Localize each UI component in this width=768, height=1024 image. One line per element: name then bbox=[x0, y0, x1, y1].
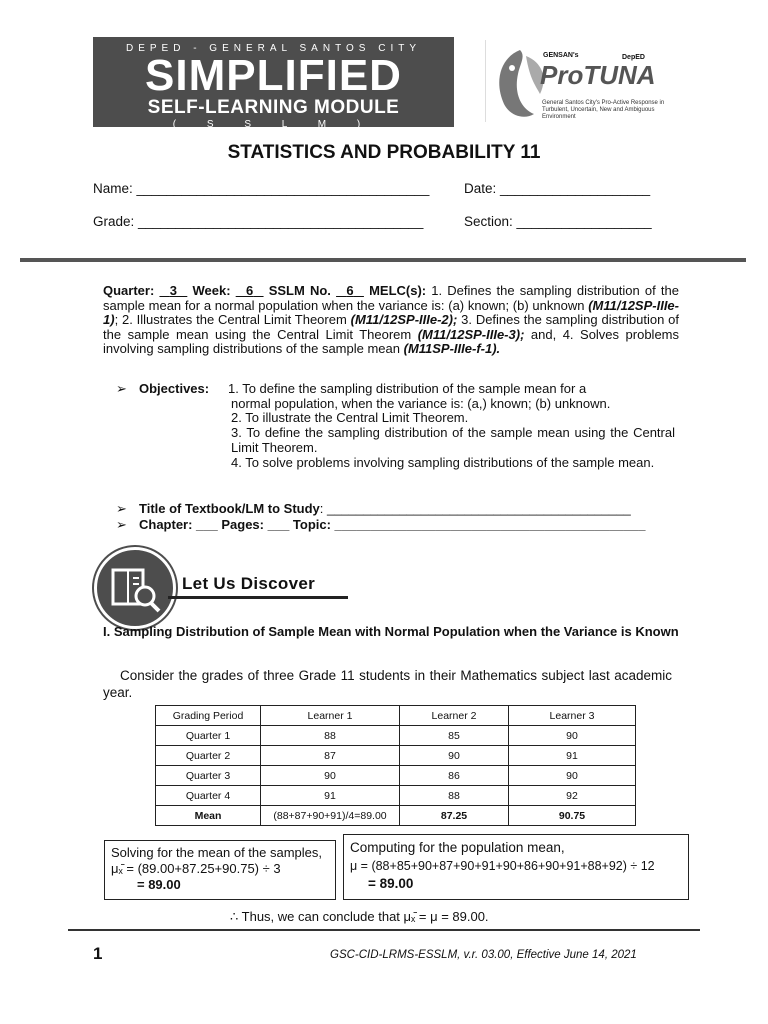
melc-code-1: (M11/12SP-IIIe-1) bbox=[103, 297, 679, 327]
logo-gensan-text: GENSAN's bbox=[543, 52, 579, 59]
table-cell: Quarter 3 bbox=[156, 766, 261, 786]
population-mean-caption: Computing for the population mean, bbox=[350, 840, 565, 855]
sample-mean-result: = 89.00 bbox=[137, 877, 181, 892]
melc-code-2: (M11/12SP-IIIe-2); bbox=[350, 312, 458, 327]
melc-text-3: 3. Defines the sampling distribution of the sample mean using the Central Limit Theorem bbox=[103, 312, 680, 342]
melc-text-4: and, 4. Solves problems involving sampling distributions of the sample mean bbox=[103, 326, 679, 356]
discover-title: Let Us Discover bbox=[182, 574, 315, 593]
table-row bbox=[156, 766, 636, 786]
sample-mean-formula: μₓ̄ = (89.00+87.25+90.75) ÷ 3 bbox=[111, 861, 281, 876]
table-row bbox=[156, 786, 636, 806]
table-cell: 88 bbox=[400, 786, 509, 806]
table-cell: 92 bbox=[509, 786, 636, 806]
table-header-row bbox=[156, 706, 636, 726]
melc-text-1: 1. Defines the sampling distribution of the sample mean for a normal population when the variance is: (a) known; (b) unknown bbox=[103, 283, 679, 313]
footer-code: GSC-CID-LRMS-ESSLM, v.r. 03.00, Effective June 14, 2021 bbox=[330, 949, 637, 961]
melc-code-4: (M11SP-IIIe-f-1). bbox=[403, 341, 501, 356]
quarter-label: Quarter: bbox=[103, 283, 155, 298]
textbook-line[interactable] bbox=[139, 501, 631, 516]
quarter-value: 3 bbox=[169, 283, 177, 298]
banner-abbrev: ( S S L M ) bbox=[172, 119, 375, 130]
melc-code-3: (M11/12SP-IIIe-3); bbox=[417, 326, 525, 342]
table-cell: 88 bbox=[261, 726, 400, 746]
table-cell: Mean bbox=[156, 806, 261, 826]
table-cell: Quarter 2 bbox=[156, 746, 261, 766]
banner-subtitle: SELF-LEARNING MODULE bbox=[147, 97, 400, 118]
sslm-label: SSLM No. bbox=[268, 283, 331, 298]
population-mean-box bbox=[343, 834, 689, 900]
date-field[interactable]: Date: ____________________ bbox=[464, 181, 651, 196]
objectives-label: Objectives: bbox=[139, 381, 210, 396]
table-cell: 86 bbox=[400, 766, 509, 786]
logo-deped-text: DepED bbox=[622, 54, 645, 61]
sslm-banner bbox=[93, 37, 454, 130]
table-row bbox=[156, 726, 636, 746]
protuna-logo bbox=[485, 40, 676, 122]
textbook-label: Title of Textbook/LM to Study bbox=[139, 501, 320, 516]
table-header: Grading Period bbox=[156, 706, 261, 726]
chapter-line[interactable]: Chapter: ___ Pages: ___ Topic: ___________________________________________ bbox=[139, 517, 646, 532]
table-cell: (88+87+90+91)/4=89.00 bbox=[261, 806, 400, 826]
sample-mean-caption: Solving for the mean of the samples, bbox=[111, 845, 323, 860]
objective-1a: 1. To define the sampling distribution of the sample mean for a bbox=[228, 381, 587, 396]
section-divider bbox=[20, 258, 746, 262]
melc-label: MELC(s): bbox=[369, 283, 427, 298]
table-cell: 85 bbox=[400, 726, 509, 746]
table-cell: 87 bbox=[261, 746, 400, 766]
conclusion-text: ∴ Thus, we can conclude that μₓ̄ = μ = 89.00. bbox=[230, 909, 489, 924]
table-header: Learner 1 bbox=[261, 706, 400, 726]
melc-text-2: ; 2. Illustrates the Central Limit Theorem bbox=[114, 312, 351, 327]
week-value: 6 bbox=[246, 283, 254, 298]
section-field[interactable]: Section: __________________ bbox=[464, 214, 652, 229]
table-cell: 91 bbox=[261, 786, 400, 806]
table-cell: 90 bbox=[400, 746, 509, 766]
footer-divider bbox=[68, 929, 700, 931]
sample-mean-box bbox=[104, 840, 336, 900]
name-field[interactable]: Name: _______________________________________ bbox=[93, 181, 430, 196]
page-number: 1 bbox=[93, 944, 103, 963]
population-mean-formula: μ = (88+85+90+87+90+91+90+86+90+91+88+92) ÷ 12 bbox=[350, 859, 655, 873]
table-cell: 90 bbox=[509, 766, 636, 786]
sslm-value: 6 bbox=[346, 283, 354, 298]
objective-2: 2. To illustrate the Central Limit Theorem. bbox=[231, 410, 469, 425]
objective-3: 3. To define the sampling distribution of the sample mean using the Central Limit Theorem. bbox=[231, 425, 675, 455]
table-row-mean bbox=[156, 806, 636, 826]
table-header: Learner 2 bbox=[400, 706, 509, 726]
grade-field[interactable]: Grade: ______________________________________ bbox=[93, 214, 424, 229]
discover-badge bbox=[94, 547, 176, 629]
table-row bbox=[156, 746, 636, 766]
banner-title: SIMPLIFIED bbox=[145, 51, 402, 100]
population-mean-result: = 89.00 bbox=[368, 876, 414, 891]
objective-4: 4. To solve problems involving sampling distributions of the sample mean. bbox=[231, 455, 655, 470]
intro-paragraph: Consider the grades of three Grade 11 students in their Mathematics subject last academic year. bbox=[103, 668, 672, 700]
page-title: STATISTICS AND PROBABILITY 11 bbox=[227, 142, 541, 163]
book-search-icon bbox=[97, 550, 173, 626]
section-heading: I. Sampling Distribution of Sample Mean with Normal Population when the Variance is Known bbox=[103, 624, 679, 639]
logo-tagline: General Santos City's Pro-Active Response in Turbulent, Uncertain, New and Ambiguous Environment bbox=[542, 100, 665, 120]
textbook-arrow-icon: ➢ bbox=[116, 501, 127, 516]
table-cell: 87.25 bbox=[400, 806, 509, 826]
table-cell: 91 bbox=[509, 746, 636, 766]
grades-table bbox=[155, 705, 636, 826]
week-label: Week: bbox=[192, 283, 231, 298]
table-header: Learner 3 bbox=[509, 706, 636, 726]
objectives-arrow-icon: ➢ bbox=[116, 381, 127, 396]
table-cell: Quarter 4 bbox=[156, 786, 261, 806]
table-cell: 90 bbox=[509, 726, 636, 746]
table-cell: 90.75 bbox=[509, 806, 636, 826]
table-cell: Quarter 1 bbox=[156, 726, 261, 746]
logo-name: ProTUNA bbox=[540, 60, 656, 90]
banner-top-text: DEPED - GENERAL SANTOS CITY bbox=[125, 43, 422, 54]
table-cell: 90 bbox=[261, 766, 400, 786]
chapter-arrow-icon: ➢ bbox=[116, 517, 127, 532]
discover-underline bbox=[168, 596, 348, 599]
textbook-blank: : __________________________________________ bbox=[319, 501, 631, 516]
melc-paragraph bbox=[103, 284, 679, 357]
objective-1b: normal population, when the variance is: (a,) known; (b) unknown. bbox=[231, 396, 611, 411]
